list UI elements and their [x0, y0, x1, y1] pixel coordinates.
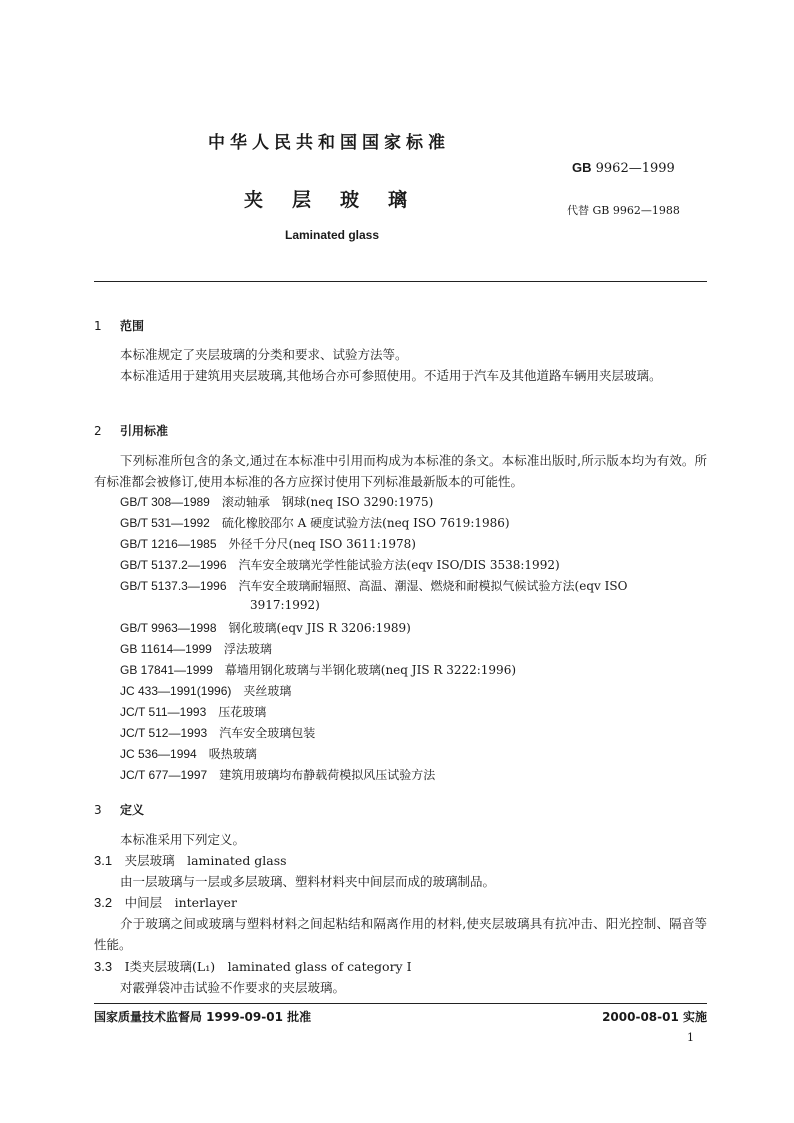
reference-item: GB/T 5137.3—1996 汽车安全玻璃耐辐照、高温、潮湿、燃烧和耐模拟气候试验方法(eqv ISO [120, 579, 628, 593]
reference-item: GB 17841—1999 幕墙用钢化玻璃与半钢化玻璃(neq JIS R 3222:1996) [120, 663, 517, 677]
reference-item: GB/T 308—1989 滚动轴承 钢球(neq ISO 3290:1975) [120, 495, 434, 509]
reference-item: GB/T 531—1992 硫化橡胶邵尔 A 硬度试验方法(neq ISO 7619:1986) [120, 516, 510, 530]
reference-item: JC 433—1991(1996) 夹丝玻璃 [120, 684, 292, 698]
section-1-paragraph-2: 本标准适用于建筑用夹层玻璃,其他场合亦可参照使用。不适用于汽车及其他道路车辆用夹层玻璃。 [120, 368, 662, 383]
english-title: Laminated glass [285, 228, 380, 242]
definition-term-3-2: 3.2 中间层 interlayer [94, 895, 237, 910]
section-2-paragraph-1: 下列标准所包含的条文,通过在本标准中引用而构成为本标准的条文。本标准出版时,所示版本均为有效。所有标准都会被修订,使用本标准的各方应探讨使用下列标准最新版本的可能性。 [94, 453, 707, 489]
definition-term-3-1: 3.1 夹层玻璃 laminated glass [94, 853, 287, 868]
section-heading-1: 1 范围 [94, 319, 145, 333]
standard-prefix: GB [572, 160, 592, 175]
effective-date: 2000-08-01 实施 [602, 1010, 707, 1024]
page-number: 1 [687, 1031, 694, 1044]
definition-description-3-2: 介于玻璃之间或玻璃与塑料材料之间起粘结和隔离作用的材料,使夹层玻璃具有抗冲击、阳光控制、隔音等性能。 [94, 916, 707, 952]
reference-item: JC/T 512—1993 汽车安全玻璃包装 [120, 726, 316, 740]
standard-number [572, 160, 675, 176]
standard-number-value: 9962—1999 [595, 161, 675, 176]
reference-item: GB/T 9963—1998 钢化玻璃(eqv JIS R 3206:1989) [120, 621, 411, 635]
reference-item: GB/T 5137.2—1996 汽车安全玻璃光学性能试验方法(eqv ISO/DIS 3538:1992) [120, 558, 560, 572]
reference-item: JC 536—1994 吸热玻璃 [120, 747, 257, 761]
header-divider [94, 281, 707, 282]
definition-description-3-1: 由一层玻璃与一层或多层玻璃、塑料材料夹中间层而成的玻璃制品。 [120, 874, 496, 889]
section-heading-3: 3 定义 [94, 803, 145, 817]
section-1-paragraph-1: 本标准规定了夹层玻璃的分类和要求、试验方法等。 [120, 347, 408, 362]
definition-term-3-3: 3.3 Ⅰ类夹层玻璃(L₁) laminated glass of category Ⅰ [94, 959, 412, 974]
reference-item: JC/T 511—1993 压花玻璃 [120, 705, 267, 719]
reference-item: JC/T 677—1997 建筑用玻璃均布静载荷模拟风压试验方法 [120, 768, 436, 782]
reference-item-continuation: 3917:1992) [250, 598, 320, 612]
definition-description-3-3: 对霰弹袋冲击试验不作要求的夹层玻璃。 [120, 980, 346, 995]
replaces-standard: 代替 GB 9962—1988 [567, 204, 680, 217]
footer-divider [94, 1003, 707, 1004]
standard-organization-title: 中华人民共和国国家标准 [208, 133, 450, 153]
document-title: 夹层玻璃 [244, 189, 437, 211]
approval-statement: 国家质量技术监督局 1999-09-01 批准 [94, 1010, 312, 1024]
section-3-intro: 本标准采用下列定义。 [120, 832, 246, 847]
reference-item: GB/T 1216—1985 外径千分尺(neq ISO 3611:1978) [120, 537, 416, 551]
reference-item: GB 11614—1999 浮法玻璃 [120, 642, 272, 656]
section-heading-2: 2 引用标准 [94, 424, 169, 438]
